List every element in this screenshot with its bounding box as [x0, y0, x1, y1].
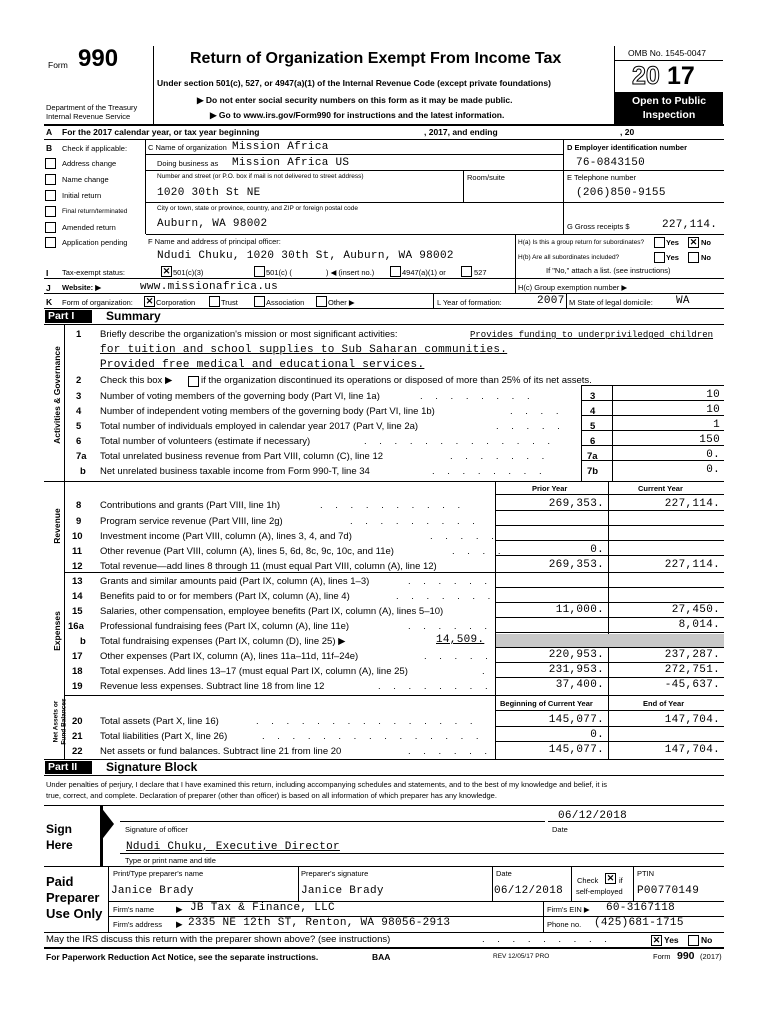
firm-name-label: Firm's name: [113, 905, 155, 914]
line16b-num: b: [80, 636, 86, 647]
line22-text: Net assets or fund balances. Subtract line 21 from line 20: [100, 746, 342, 757]
line16a-current: 8,014.: [678, 619, 720, 631]
h-a-yes-label: Yes: [666, 238, 679, 247]
open-line1: Open to Public: [631, 95, 707, 107]
line21-text: Total liabilities (Part X, line 26): [100, 731, 228, 742]
line17-current: 237,287.: [664, 649, 720, 661]
line13-num: 13: [72, 576, 83, 587]
firm-phone-label: Phone no.: [547, 920, 582, 929]
name-change-checkbox[interactable]: [45, 174, 56, 185]
part1-tag: Part I: [45, 310, 92, 323]
h-b-no-checkbox[interactable]: [688, 252, 699, 263]
line20-current: 147,704.: [664, 714, 720, 726]
perjury-line2: true, correct, and complete. Declaration of preparer (other than officer) is based on all information of which preparer has any knowledge.: [46, 791, 497, 800]
association-label: Association: [266, 298, 305, 307]
line10-text: Investment income (Part VIII, column (A), lines 3, 4, and 7d): [100, 531, 352, 542]
h-c-label: H(c) Group exemption number ▶: [518, 283, 628, 292]
status-527-checkbox[interactable]: [461, 266, 472, 277]
year-bold: 17: [667, 62, 695, 90]
status-527-label: 527: [474, 268, 487, 277]
line8-prior: 269,353.: [548, 498, 604, 510]
ptin-label: PTIN: [637, 869, 655, 878]
street-label: Number and street (or P.O. box if mail is not delivered to street address): [157, 173, 364, 180]
line15-prior: 11,000.: [555, 604, 604, 616]
h-a-no-checkbox[interactable]: ✕: [689, 237, 698, 247]
address-change-checkbox[interactable]: [45, 158, 56, 169]
line1-num: 1: [76, 329, 82, 340]
line19-current: -45,637.: [664, 679, 720, 691]
line1-value-3: Provided free medical and educational services.: [100, 359, 425, 371]
line2-text-b: if the organization discontinued its operations or disposed of more than 25% of its net assets.: [201, 375, 592, 386]
discuss-no-label: No: [701, 935, 713, 945]
section-b-label: Check if applicable:: [62, 144, 128, 153]
irs-discuss-question: May the IRS discuss this return with the preparer shown above? (see instructions): [46, 934, 391, 945]
line17-prior: 220,953.: [548, 649, 604, 661]
use-only-label: Use Only: [46, 906, 103, 921]
line-k-letter: K: [46, 297, 53, 307]
col-prior-year: Prior Year: [532, 484, 568, 493]
h-a-no-label: No: [701, 238, 711, 247]
omb-number: OMB No. 1545-0047: [628, 48, 706, 58]
status-501c3-label: 501(c)(3): [173, 268, 204, 277]
h-b-yes-label: Yes: [666, 253, 679, 262]
col-end-year: End of Year: [643, 699, 685, 708]
goto-note: ▶ Go to www.irs.gov/Form990 for instructions and the latest information.: [210, 110, 505, 120]
header-divider-left: [153, 46, 154, 124]
line15-text: Salaries, other compensation, employee benefits (Part IX, column (A), lines 5–10): [100, 606, 444, 617]
line7b-text: Net unrelated business taxable income from Form 990-T, line 34: [100, 466, 370, 477]
line21-prior: 0.: [590, 729, 604, 741]
firm-ein-value: 60-3167118: [606, 902, 676, 914]
sign-label: Sign: [46, 822, 72, 836]
footer-form-label: Form: [653, 952, 671, 961]
part1-title: Summary: [106, 309, 161, 323]
dept-line2: Internal Revenue Service: [46, 112, 131, 121]
side-governance: Activities & Governance: [52, 346, 62, 444]
line-j-letter: J: [46, 283, 51, 293]
line7a-box: 7a: [587, 451, 598, 462]
line13-text: Grants and similar amounts paid (Part IX, column (A), lines 1–3): [100, 576, 370, 587]
line22-prior: 145,077.: [548, 744, 604, 756]
firm-name-value: JB Tax & Finance, LLC: [190, 902, 335, 914]
final-return-checkbox[interactable]: [45, 206, 56, 217]
h-b-question: H(b) Are all subordinates included?: [518, 254, 620, 261]
line3-box: 3: [590, 391, 596, 402]
col-beginning-year: Beginning of Current Year: [500, 699, 593, 708]
dba-value: Mission Africa US: [232, 157, 350, 169]
line1-text: Briefly describe the organization's mission or most significant activities:: [100, 329, 398, 340]
line11-num: 11: [72, 546, 83, 557]
pra-notice: For Paperwork Reduction Act Notice, see the separate instructions.: [46, 952, 319, 962]
trust-label: Trust: [221, 298, 238, 307]
principal-officer-label: F Name and address of principal officer:: [148, 237, 281, 246]
line4-text: Number of independent voting members of the governing body (Part VI, line 1b): [100, 406, 435, 417]
line2-text-a: Check this box ▶: [100, 375, 173, 386]
year-outline: 20: [632, 62, 660, 90]
application-pending-label: Application pending: [62, 238, 128, 247]
prep-signature-label: Preparer's signature: [301, 869, 369, 878]
initial-return-label: Initial return: [62, 191, 102, 200]
h-a-question: H(a) Is this a group return for subordinates?: [518, 239, 645, 246]
self-employed-checkbox[interactable]: ✕: [606, 873, 615, 883]
ein-value: 76-0843150: [576, 157, 646, 169]
initial-return-checkbox[interactable]: [45, 190, 56, 201]
prep-date-label: Date: [496, 869, 512, 878]
line4-value: 10: [706, 404, 720, 416]
line14-num: 14: [72, 591, 83, 602]
firm-address-value: 2335 NE 12th ST, Renton, WA 98056-2913: [188, 917, 451, 929]
prep-name-label: Print/Type preparer's name: [113, 869, 204, 878]
preparer-label: Preparer: [46, 890, 100, 905]
rev-date: REV 12/05/17 PRO: [493, 953, 550, 960]
line7b-num: b: [80, 466, 86, 477]
line7b-box: 7b: [587, 466, 599, 477]
other-org-label: Other ▶: [328, 298, 355, 307]
line11-text: Other revenue (Part VIII, column (A), lines 5, 6d, 8c, 9c, 10c, and 11e): [100, 546, 394, 557]
trust-checkbox[interactable]: [209, 296, 220, 307]
sign-date-value: 06/12/2018: [558, 810, 628, 822]
h-a-yes-checkbox[interactable]: [654, 237, 665, 248]
status-501c-checkbox[interactable]: [254, 266, 265, 277]
firm-ein-label: Firm's EIN ▶: [547, 905, 590, 914]
line20-text: Total assets (Part X, line 16): [100, 716, 219, 727]
line-a-text: For the 2017 calendar year, or tax year beginning: [62, 127, 260, 137]
line18-current: 272,751.: [664, 664, 720, 676]
room-suite-label: Room/suite: [467, 173, 505, 182]
line6-text: Total number of volunteers (estimate if necessary): [100, 436, 311, 447]
self-employed-label: self-employed: [576, 887, 623, 896]
final-return-label: Final return/terminated: [62, 208, 128, 215]
line19-prior: 37,400.: [555, 679, 604, 691]
state-domicile-value: WA: [676, 295, 690, 307]
line15-current: 27,450.: [671, 604, 720, 616]
officer-signature-label[interactable]: Signature of officer: [125, 825, 188, 834]
city-label: City or town, state or province, country, and ZIP or foreign postal code: [157, 205, 358, 212]
line7a-text: Total unrelated business revenue from Part VIII, column (C), line 12: [100, 451, 384, 462]
line2-num: 2: [76, 375, 82, 386]
line7a-value: 0.: [706, 449, 720, 461]
line12-num: 12: [72, 561, 83, 572]
line5-num: 5: [76, 421, 82, 432]
ptin-value: P00770149: [637, 885, 700, 897]
side-fund-balances: Fund Balances: [60, 698, 68, 745]
website-label: Website: ▶: [62, 283, 101, 292]
line16b-value: 14,509.: [436, 634, 485, 646]
line12-text: Total revenue—add lines 8 through 11 (must equal Part VIII, column (A), line 12): [100, 561, 437, 572]
line10-num: 10: [72, 531, 83, 542]
line6-box: 6: [590, 436, 596, 447]
state-domicile-label: M State of legal domicile:: [569, 298, 653, 307]
line7a-num: 7a: [76, 451, 87, 462]
line3-text: Number of voting members of the governing body (Part VI, line 1a): [100, 391, 380, 402]
line9-text: Program service revenue (Part VIII, line 2g): [100, 516, 283, 527]
h-b-yes-checkbox[interactable]: [654, 252, 665, 263]
prep-date-value: 06/12/2018: [494, 885, 564, 897]
section-b-letter: B: [46, 143, 53, 153]
prep-name-value: Janice Brady: [111, 885, 194, 897]
part2-tag: Part II: [45, 761, 92, 774]
other-org-checkbox[interactable]: [316, 296, 327, 307]
year-formation-label: L Year of formation:: [437, 298, 502, 307]
sign-date-label: Date: [552, 825, 568, 834]
shaded-16b-cell: [496, 634, 724, 648]
line20-prior: 145,077.: [548, 714, 604, 726]
ein-label: D Employer identification number: [567, 143, 688, 152]
form-label: Form: [48, 60, 68, 70]
name-change-label: Name change: [62, 175, 109, 184]
line22-current: 147,704.: [664, 744, 720, 756]
line-a-mid: , 2017, and ending: [424, 127, 498, 137]
side-revenue: Revenue: [52, 508, 62, 544]
line15-num: 15: [72, 606, 83, 617]
line5-box: 5: [590, 421, 596, 432]
open-line2: Inspection: [642, 109, 696, 121]
association-checkbox[interactable]: [254, 296, 265, 307]
corporation-checkbox[interactable]: ✕: [145, 296, 154, 306]
status-4947-label: 4947(a)(1) or: [402, 268, 446, 277]
status-4947-checkbox[interactable]: [390, 266, 401, 277]
discuss-yes-label: Yes: [664, 935, 679, 945]
line-i-letter: I: [46, 268, 49, 278]
footer-form-number: 990: [677, 950, 695, 962]
principal-officer-value: Ndudi Chuku, 1020 30th St, Auburn, WA 98002: [157, 250, 454, 262]
line22-num: 22: [72, 746, 83, 757]
line20-num: 20: [72, 716, 83, 727]
street-value: 1020 30th St NE: [157, 187, 261, 199]
part2-title: Signature Block: [106, 760, 198, 774]
prep-signature-value[interactable]: Janice Brady: [301, 885, 384, 897]
line19-num: 19: [72, 681, 83, 692]
footer-form-year: (2017): [700, 952, 722, 961]
line1-value-2: for tuition and school supplies to Sub Saharan communities.: [100, 344, 508, 356]
open-to-public-badge: [615, 92, 723, 124]
line6-num: 6: [76, 436, 82, 447]
discuss-no-checkbox[interactable]: [688, 935, 699, 946]
phone-label: E Telephone number: [567, 173, 637, 182]
dept-line1: Department of the Treasury: [46, 103, 138, 112]
form-title: Return of Organization Exempt From Income Tax: [190, 50, 562, 67]
corporation-label: Corporation: [156, 298, 196, 307]
line8-text: Contributions and grants (Part VIII, line 1h): [100, 500, 281, 511]
paid-label: Paid: [46, 874, 74, 889]
line16a-text: Professional fundraising fees (Part IX, column (A), line 11e): [100, 621, 350, 632]
line12-prior: 269,353.: [548, 559, 604, 571]
address-change-label: Address change: [62, 159, 117, 168]
line14-text: Benefits paid to or for members (Part IX, column (A), line 4): [100, 591, 350, 602]
here-label: Here: [46, 838, 73, 852]
phone-value: (206)850-9155: [576, 187, 666, 199]
gross-receipts-value: 227,114.: [662, 219, 718, 231]
line1-value-1: Provides funding to underpriviledged children: [470, 330, 714, 340]
line17-num: 17: [72, 651, 83, 662]
form-of-org-label: Form of organization:: [62, 298, 133, 307]
side-net-assets: Net Assets or: [52, 700, 60, 743]
line-a-letter: A: [46, 127, 53, 137]
perjury-line1: Under penalties of perjury, I declare that I have examined this return, including accompanying schedules and statements, and to the best of my knowledge and belief, it is: [46, 780, 608, 789]
line11-prior: 0.: [590, 544, 604, 556]
tax-exempt-label: Tax-exempt status:: [62, 268, 125, 277]
gross-receipts-label: G Gross receipts $: [567, 222, 630, 231]
h-b-no-label: No: [701, 253, 711, 262]
line8-num: 8: [76, 500, 82, 511]
line18-text: Total expenses. Add lines 13–17 (must equal Part IX, column (A), line 25): [100, 666, 408, 677]
line17-text: Other expenses (Part IX, column (A), lines 11a–11d, 11f–24e): [100, 651, 359, 662]
year-formation-value: 2007: [537, 295, 565, 307]
line18-num: 18: [72, 666, 83, 677]
baa-label: BAA: [372, 952, 391, 962]
line16b-text: Total fundraising expenses (Part IX, column (D), line 25) ▶: [100, 636, 346, 647]
status-501c-label: 501(c) (: [266, 268, 292, 277]
firm-phone-value: (425)681-1715: [594, 917, 684, 929]
line4-box: 4: [590, 406, 596, 417]
officer-name-label: Type or print name and title: [125, 856, 216, 865]
amended-return-checkbox[interactable]: [45, 222, 56, 233]
line21-num: 21: [72, 731, 83, 742]
line4-num: 4: [76, 406, 82, 417]
form-subtitle: Under section 501(c), 527, or 4947(a)(1) of the Internal Revenue Code (except private foundations): [157, 78, 551, 88]
org-name-value: Mission Africa: [232, 141, 329, 153]
line3-value: 10: [706, 389, 720, 401]
amended-return-label: Amended return: [62, 223, 116, 232]
line8-current: 227,114.: [664, 498, 720, 510]
line3-num: 3: [76, 391, 82, 402]
city-value: Auburn, WA 98002: [157, 218, 268, 230]
officer-name-value: Ndudi Chuku, Executive Director: [126, 841, 340, 853]
line6-value: 150: [699, 434, 720, 446]
line5-value: 1: [713, 419, 720, 431]
status-insert-no: ) ◀ (insert no.): [326, 268, 375, 277]
self-employed-if-label: if: [619, 876, 623, 885]
line12-current: 227,114.: [664, 559, 720, 571]
firm-address-label: Firm's address: [113, 920, 162, 929]
self-employed-check-label: Check: [577, 876, 599, 885]
line9-num: 9: [76, 516, 82, 527]
dba-label: Doing business as: [157, 159, 219, 168]
discontinued-checkbox[interactable]: [188, 376, 199, 387]
line16a-num: 16a: [68, 621, 84, 632]
side-expenses: Expenses: [52, 611, 62, 651]
application-pending-checkbox[interactable]: [45, 237, 56, 248]
col-current-year: Current Year: [638, 484, 683, 493]
sign-here-arrow: [100, 806, 116, 866]
website-value[interactable]: www.missionafrica.us: [140, 281, 279, 293]
line18-prior: 231,953.: [548, 664, 604, 676]
ssn-note: ▶ Do not enter social security numbers on this form as it may be made public.: [197, 95, 513, 105]
line7b-value: 0.: [706, 464, 720, 476]
line-a-end: , 20: [620, 127, 635, 137]
line5-text: Total number of individuals employed in calendar year 2017 (Part V, line 2a): [100, 421, 419, 432]
org-name-label: C Name of organization: [148, 143, 227, 152]
form-number: 990: [78, 45, 119, 72]
h-b-note: If "No," attach a list. (see instructions): [546, 266, 671, 275]
discuss-yes-checkbox[interactable]: ✕: [652, 935, 661, 945]
line19-text: Revenue less expenses. Subtract line 18 from line 12: [100, 681, 325, 692]
status-501c3-checkbox[interactable]: ✕: [162, 266, 171, 276]
